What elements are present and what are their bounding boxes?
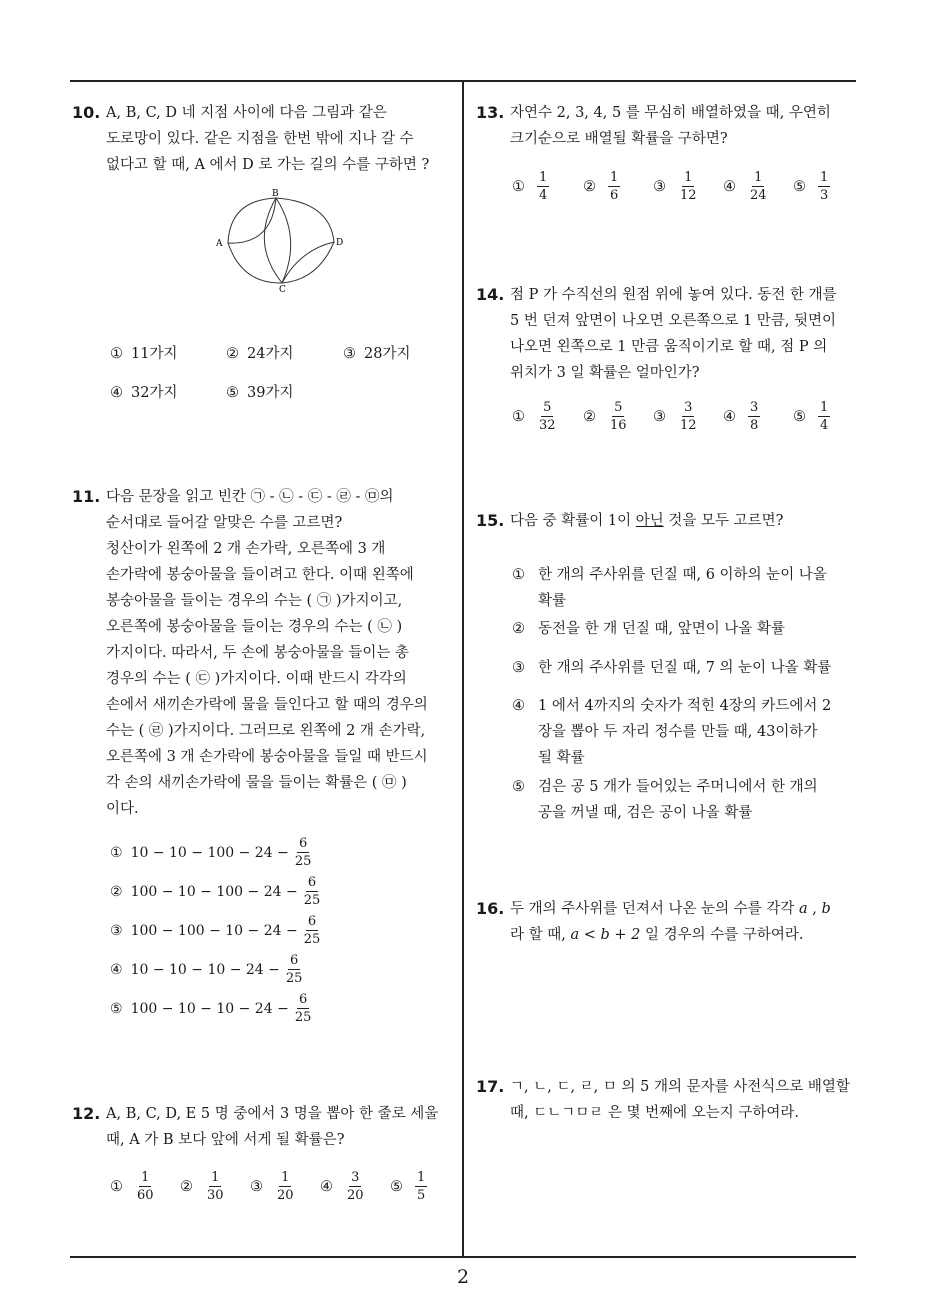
option-text: 동전을 한 개 던질 때, 앞면이 나올 확률 — [538, 621, 785, 637]
label-a: A — [216, 239, 223, 249]
denominator: 25 — [294, 854, 312, 869]
column-divider — [462, 80, 464, 1258]
stem-emphasis: 아닌 — [635, 513, 664, 529]
option-text: 한 개의 주사위를 던질 때, 7 의 눈이 나올 확률 — [538, 660, 832, 676]
option-text: 한 개의 주사위를 던질 때, 6 이하의 눈이 나올 — [538, 567, 827, 583]
answer-option[interactable] — [110, 992, 313, 1025]
question-text-line: 때, A 가 B 보다 앞에 서게 될 확률은? — [106, 1132, 345, 1148]
numerator: 3 — [684, 400, 693, 415]
option-mark: ⑤ — [226, 385, 239, 401]
option-mark: ③ — [343, 346, 356, 362]
denominator: 25 — [303, 932, 321, 947]
answer-option[interactable] — [583, 400, 629, 433]
stem-before: 다음 중 확률이 1이 — [510, 513, 636, 529]
answer-option[interactable] — [512, 400, 558, 433]
fraction — [275, 1170, 296, 1203]
option-mark: ① — [110, 346, 123, 362]
question-text-line: 손에서 새끼손가락에 물을 들인다고 할 때의 경우의 — [106, 697, 428, 713]
option-mark: ② — [583, 408, 596, 425]
answer-option[interactable] — [226, 342, 293, 363]
question-text-line — [510, 508, 856, 534]
answer-option[interactable] — [653, 400, 699, 433]
option-text: 24가지 — [247, 346, 294, 362]
question-14 — [476, 282, 856, 386]
numerator: 3 — [351, 1170, 360, 1185]
option-mark: ⑤ — [390, 1178, 403, 1195]
question-text-line: 손가락에 봉숭아물을 들이려고 한다. 이때 왼쪽에 — [106, 567, 414, 583]
answer-option[interactable] — [512, 774, 852, 826]
denominator: 8 — [750, 418, 759, 433]
question-text-line: 수는 ( ㉣ )가지이다. 그러므로 왼쪽에 2 개 손가락, — [106, 723, 426, 739]
fraction — [748, 170, 769, 203]
option-sequence: 10 − 10 − 10 − 24 − — [130, 961, 280, 978]
option-text: 32가지 — [131, 385, 178, 401]
answer-option[interactable] — [793, 170, 830, 203]
answer-option[interactable] — [723, 170, 769, 203]
option-mark: ⑤ — [793, 178, 806, 195]
answer-option[interactable] — [110, 381, 177, 402]
option-mark: ② — [583, 178, 596, 195]
option-mark: ① — [512, 178, 525, 195]
condition: a < b + 2 — [570, 927, 641, 943]
option-mark: ④ — [320, 1178, 333, 1195]
option-mark: ⑤ — [110, 1000, 123, 1017]
answer-option[interactable] — [250, 1170, 296, 1203]
option-sequence: 100 − 10 − 10 − 24 − — [130, 1000, 289, 1017]
numerator: 1 — [684, 170, 693, 185]
label-b: B — [272, 189, 279, 199]
question-13 — [476, 100, 856, 152]
question-text-line: 다음 문장을 읽고 빈칸 ㉠ - ㉡ - ㉢ - ㉣ - ㉤의 — [106, 489, 394, 505]
fraction — [537, 400, 558, 433]
question-text-line: 순서대로 들어갈 알맞은 수를 고르면? — [106, 515, 343, 531]
fraction — [302, 914, 323, 947]
question-15 — [476, 508, 856, 534]
question-text-line: 청산이가 왼쪽에 2 개 손가락, 오른쪽에 3 개 — [106, 541, 386, 557]
fraction — [284, 953, 305, 986]
option-text: 39가지 — [247, 385, 294, 401]
option-mark: ④ — [110, 961, 123, 978]
bottom-rule — [70, 1256, 856, 1258]
option-mark: ⑤ — [793, 408, 806, 425]
option-mark: ② — [226, 346, 239, 362]
answer-option[interactable] — [512, 655, 852, 681]
question-text-line: 가지이다. 따라서, 두 손에 봉숭아물을 들이는 총 — [106, 645, 410, 661]
numerator: 1 — [820, 400, 829, 415]
question-text-line — [510, 922, 856, 948]
denominator: 32 — [539, 418, 556, 433]
option-text: 검은 공 5 개가 들어있는 주머니에서 한 개의 — [538, 779, 818, 795]
question-text-line: 위치가 3 일 확률은 얼마인가? — [510, 365, 700, 381]
numerator: 1 — [539, 170, 548, 185]
answer-option[interactable] — [653, 170, 699, 203]
fraction — [678, 170, 699, 203]
numerator: 1 — [820, 170, 829, 185]
numerator: 5 — [543, 400, 552, 415]
question-11 — [72, 484, 452, 822]
option-mark: ② — [110, 883, 123, 900]
option-text: 1 에서 4까지의 숫자가 적힌 4장의 카드에서 2 — [538, 698, 832, 714]
question-text-line: 없다고 할 때, A 에서 D 로 가는 길의 수를 구하면 ? — [106, 157, 430, 173]
denominator: 24 — [750, 188, 767, 203]
question-text-line: A, B, C, D, E 5 명 중에서 3 명을 뽑아 한 줄로 세울 — [106, 1106, 439, 1122]
option-mark: ④ — [110, 385, 123, 401]
numerator: 1 — [141, 1170, 150, 1185]
option-mark: ④ — [512, 698, 525, 714]
question-text-line: 봉숭아물을 들이는 경우의 수는 ( ㉠ )가지이고, — [106, 593, 403, 609]
fraction — [608, 400, 629, 433]
question-number: 15. — [476, 511, 505, 530]
answer-option[interactable] — [512, 562, 852, 614]
label-d: D — [336, 238, 344, 248]
option-mark: ① — [512, 567, 525, 583]
page-number: 2 — [456, 1266, 470, 1288]
denominator: 25 — [285, 971, 303, 986]
answer-option[interactable] — [226, 381, 293, 402]
fraction — [205, 1170, 226, 1203]
numerator: 6 — [290, 953, 299, 968]
answer-option[interactable] — [110, 1170, 156, 1203]
question-text-line — [510, 896, 856, 922]
option-mark: ③ — [653, 178, 666, 195]
question-number: 13. — [476, 103, 505, 122]
question-text-line: 각 손의 새끼손가락에 물을 들이는 확률은 ( ㉤ ) — [106, 775, 407, 791]
numerator: 6 — [307, 914, 317, 929]
fraction — [537, 170, 549, 203]
question-10 — [72, 100, 452, 178]
numerator: 6 — [307, 875, 317, 890]
question-number: 17. — [476, 1077, 505, 1096]
question-text-line: 이다. — [106, 801, 139, 817]
option-mark: ③ — [110, 922, 123, 939]
road-network-diagram — [210, 188, 350, 298]
numerator: 6 — [298, 836, 308, 851]
text-segment: 라 할 때, — [510, 927, 571, 943]
text-segment: 두 개의 주사위를 던져서 나온 눈의 수를 각각 — [510, 901, 799, 917]
denominator: 12 — [680, 418, 697, 433]
option-text: 장을 뽑아 두 자리 정수를 만들 때, 43이하가 — [538, 724, 818, 740]
question-text-line: 때, ㄷㄴㄱㅁㄹ 은 몇 번째에 오는지 구하여라. — [510, 1105, 799, 1121]
question-text-line: 점 P 가 수직선의 원점 위에 놓여 있다. 동전 한 개를 — [510, 287, 837, 303]
numerator: 3 — [750, 400, 759, 415]
denominator: 20 — [277, 1188, 294, 1203]
denominator: 12 — [680, 188, 697, 203]
denominator: 25 — [294, 1010, 312, 1025]
fraction — [748, 400, 760, 433]
denominator: 3 — [820, 188, 829, 203]
numerator: 1 — [754, 170, 763, 185]
question-12 — [72, 1101, 452, 1153]
question-text-line: 오른쪽에 봉숭아물을 들이는 경우의 수는 ( ㉡ ) — [106, 619, 403, 635]
option-mark: ③ — [512, 660, 525, 676]
answer-option[interactable] — [512, 170, 549, 203]
fraction — [293, 836, 314, 869]
option-text: 확률 — [538, 593, 567, 609]
numerator: 1 — [417, 1170, 426, 1185]
denominator: 5 — [417, 1188, 426, 1203]
option-mark: ③ — [653, 408, 666, 425]
question-text-line: 경우의 수는 ( ㉢ )가지이다. 이때 반드시 각각의 — [106, 671, 407, 687]
variable-b: b — [821, 901, 831, 917]
question-text-line: 자연수 2, 3, 4, 5 를 무심히 배열하였을 때, 우연히 — [510, 105, 831, 121]
option-mark: ② — [180, 1178, 193, 1195]
question-17 — [476, 1074, 856, 1126]
stem-after: 것을 모두 고르면? — [663, 513, 784, 529]
denominator: 4 — [820, 418, 829, 433]
answer-option[interactable] — [583, 170, 620, 203]
fraction — [302, 875, 323, 908]
question-number: 12. — [72, 1104, 101, 1123]
option-text: 28가지 — [364, 346, 411, 362]
answer-option[interactable] — [343, 342, 410, 363]
question-number: 10. — [72, 103, 101, 122]
denominator: 60 — [137, 1188, 154, 1203]
answer-option[interactable] — [110, 875, 322, 908]
denominator: 25 — [303, 893, 321, 908]
fraction — [818, 170, 830, 203]
answer-option[interactable] — [793, 400, 830, 433]
answer-option[interactable] — [180, 1170, 226, 1203]
option-text: 공을 꺼낼 때, 검은 공이 나올 확률 — [538, 805, 753, 821]
fraction — [135, 1170, 156, 1203]
option-mark: ③ — [250, 1178, 263, 1195]
answer-option[interactable] — [320, 1170, 366, 1203]
question-text-line: 도로망이 있다. 같은 지점을 한번 밖에 지나 갈 수 — [106, 131, 414, 147]
variable-a: a — [799, 901, 808, 917]
option-mark: ④ — [723, 408, 736, 425]
option-mark: ④ — [723, 178, 736, 195]
question-16 — [476, 896, 856, 948]
question-number: 11. — [72, 487, 101, 506]
answer-option[interactable] — [512, 693, 852, 771]
option-mark: ② — [512, 621, 525, 637]
label-c: C — [279, 285, 286, 295]
option-sequence: 10 − 10 − 100 − 24 − — [130, 844, 289, 861]
question-text-line: 5 번 던져 앞면이 나오면 오른쪽으로 1 만큼, 뒷면이 — [510, 313, 837, 329]
answer-option[interactable] — [723, 400, 760, 433]
answer-option[interactable] — [110, 836, 313, 869]
numerator: 1 — [610, 170, 619, 185]
fraction — [293, 992, 314, 1025]
denominator: 20 — [347, 1188, 364, 1203]
option-sequence: 100 − 10 − 100 − 24 − — [130, 883, 298, 900]
denominator: 4 — [539, 188, 548, 203]
option-text: 될 확률 — [538, 750, 585, 766]
numerator: 6 — [298, 992, 308, 1007]
question-text-line: 나오면 왼쪽으로 1 만큼 움직이기로 할 때, 점 P 의 — [510, 339, 828, 355]
fraction — [415, 1170, 427, 1203]
option-mark: ① — [512, 408, 525, 425]
fraction — [345, 1170, 366, 1203]
question-text-line: 오른쪽에 3 개 손가락에 봉숭아물을 들일 때 반드시 — [106, 749, 428, 765]
answer-option[interactable] — [110, 914, 322, 947]
option-mark: ⑤ — [512, 779, 525, 795]
answer-option[interactable] — [512, 616, 852, 642]
fraction — [608, 170, 620, 203]
question-text-line: ㄱ, ㄴ, ㄷ, ㄹ, ㅁ 의 5 개의 문자를 사전식으로 배열할 — [510, 1079, 850, 1095]
fraction — [818, 400, 830, 433]
question-text-line: A, B, C, D 네 지점 사이에 다음 그림과 같은 — [106, 105, 387, 121]
separator: , — [807, 901, 822, 917]
text-segment: 일 경우의 수를 구하여라. — [640, 927, 804, 943]
numerator: 1 — [281, 1170, 290, 1185]
answer-option[interactable] — [110, 342, 177, 363]
option-sequence: 100 − 100 − 10 − 24 − — [130, 922, 298, 939]
denominator: 16 — [610, 418, 627, 433]
option-mark: ① — [110, 844, 123, 861]
numerator: 5 — [614, 400, 623, 415]
denominator: 30 — [207, 1188, 224, 1203]
answer-option[interactable] — [390, 1170, 427, 1203]
option-text: 11가지 — [131, 346, 178, 362]
answer-option[interactable] — [110, 953, 304, 986]
option-mark: ① — [110, 1178, 123, 1195]
question-number: 16. — [476, 899, 505, 918]
numerator: 1 — [211, 1170, 220, 1185]
denominator: 6 — [610, 188, 619, 203]
question-number: 14. — [476, 285, 505, 304]
fraction — [678, 400, 699, 433]
question-text-line: 크기순으로 배열될 확률을 구하면? — [510, 131, 728, 147]
